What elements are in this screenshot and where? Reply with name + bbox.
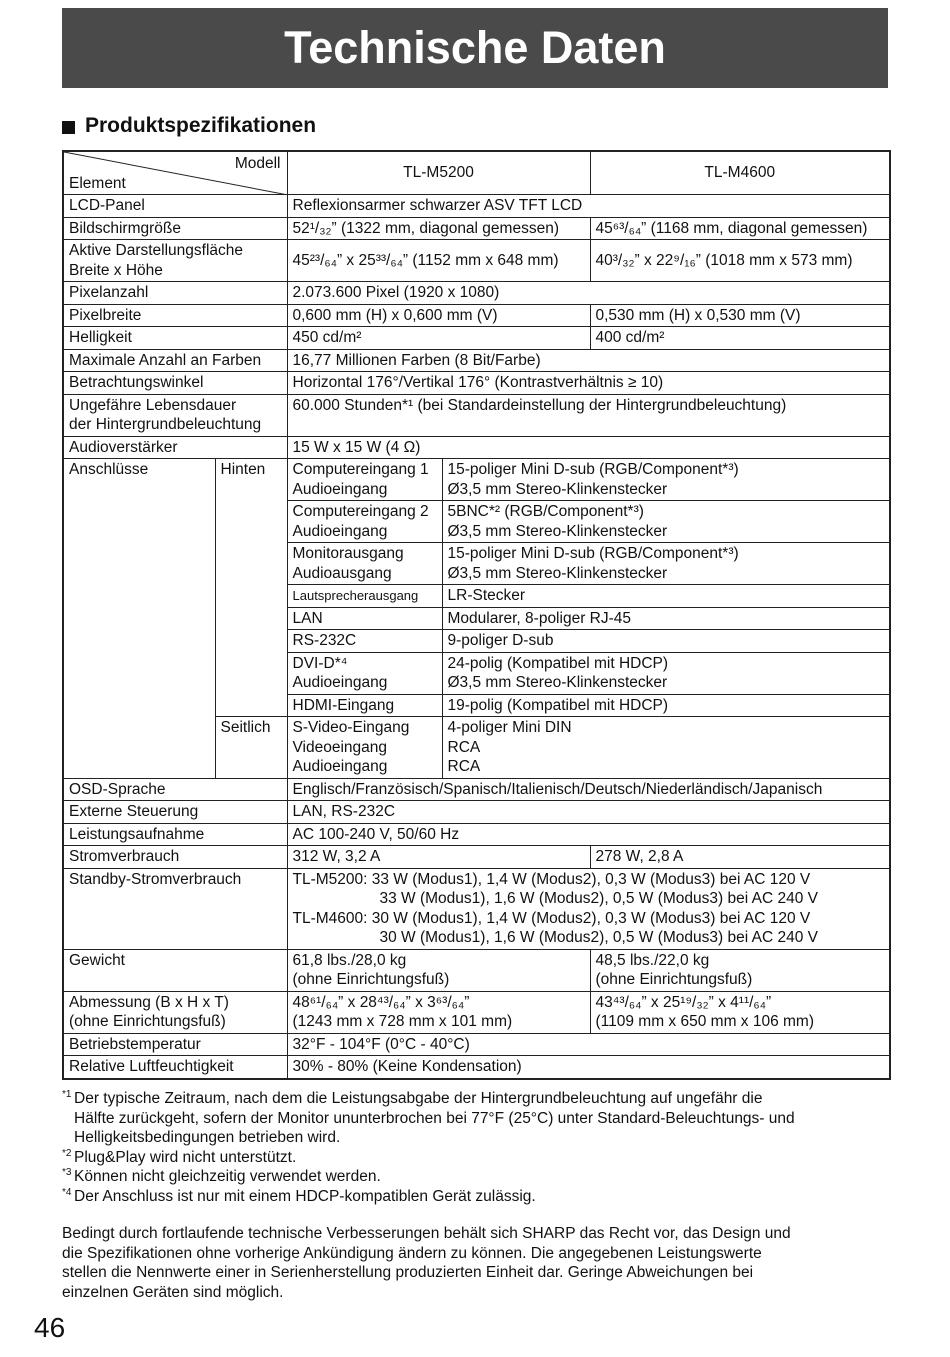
value-line: 61,8 lbs./28,0 kg (292, 951, 407, 969)
connector-port (287, 717, 442, 779)
value-line: (ohne Einrichtungsfuß) (595, 971, 753, 988)
table-row (63, 846, 890, 869)
value-line: (ohne Einrichtungsfuß) (292, 971, 450, 988)
connector-port (287, 630, 442, 653)
row-value-a: 45²³/₆₄” x 25³³/₆₄” (1152 mm x 648 mm) (287, 240, 590, 282)
connector-port-line: LAN (292, 609, 323, 627)
connector-value-line: 15-poliger Mini D-sub (RGB/Component*³) (447, 545, 739, 562)
table-row (63, 372, 890, 395)
row-label: OSD-Sprache (63, 778, 287, 801)
connector-value-line: Ø3,5 mm Stereo-Klinkenstecker (447, 564, 668, 582)
square-bullet-icon (62, 121, 75, 134)
row-label: Maximale Anzahl an Farben (63, 349, 287, 372)
connector-value-line: Modularer, 8-poliger RJ-45 (447, 609, 632, 627)
footnote-text: Plug&Play wird nicht unterstützt. (74, 1148, 297, 1166)
connector-port-line: RS-232C (292, 632, 357, 649)
row-label-line: Aktive Darstellungsfläche (69, 242, 244, 259)
connector-port (287, 543, 442, 585)
row-label: Pixelanzahl (63, 282, 287, 305)
disclaimer (62, 1224, 892, 1302)
row-value-b: 45⁶³/₆₄” (1168 mm, diagonal gemessen) (590, 217, 890, 240)
connector-value-line: 4-poliger Mini DIN (447, 719, 572, 736)
row-label: Helligkeit (63, 327, 287, 350)
row-value-b: 40³/₃₂” x 22⁹/₁₆” (1018 mm x 573 mm) (590, 240, 890, 282)
header-model-a: TL-M5200 (287, 151, 590, 195)
footnote-text (74, 1089, 892, 1148)
footnote-line: Hälfte zurückgeht, sofern der Monitor ununterbrochen bei 77°F (25°C) unter Standard-Beleuchtungs- und (74, 1109, 795, 1127)
connector-port-line: Audioeingang (292, 480, 388, 498)
connector-value-line: Ø3,5 mm Stereo-Klinkenstecker (447, 522, 668, 540)
page-title-bar (62, 8, 888, 88)
header-diagonal-cell (63, 151, 287, 195)
spec-table (62, 150, 891, 1080)
connector-row (63, 459, 890, 501)
connector-port (287, 501, 442, 543)
connector-value-line: Ø3,5 mm Stereo-Klinkenstecker (447, 674, 668, 691)
table-row (63, 349, 890, 372)
connector-value (442, 652, 890, 694)
row-value: Englisch/Französisch/Spanisch/Italienisch/Deutsch/Niederländisch/Japanisch (287, 778, 890, 801)
connector-port-line: Audioausgang (292, 564, 392, 582)
row-value-b (590, 949, 890, 991)
row-value: AC 100-240 V, 50/60 Hz (287, 823, 890, 846)
row-label: Leistungsaufnahme (63, 823, 287, 846)
row-label-line: (ohne Einrichtungsfuß) (69, 1013, 226, 1030)
footnote-mark: *1 (62, 1089, 72, 1100)
table-header-row (63, 151, 890, 195)
row-value-a: 312 W, 3,2 A (287, 846, 590, 869)
connectors-rear-label: Hinten (215, 459, 287, 717)
disclaimer-line: einzelnen Geräten sind möglich. (62, 1283, 284, 1301)
row-label (63, 394, 287, 436)
connector-value (442, 694, 890, 717)
footnote-text: Der Anschluss ist nur mit einem HDCP-kompatiblen Gerät zulässig. (74, 1187, 536, 1205)
connector-value (442, 501, 890, 543)
connector-value (442, 607, 890, 630)
value-line: 43⁴³/₆₄” x 25¹⁹/₃₂” x 4¹¹/₆₄” (595, 993, 772, 1011)
connector-value-line: 9-poliger D-sub (447, 632, 554, 649)
table-row (63, 304, 890, 327)
section-heading (62, 114, 316, 138)
row-label (63, 991, 287, 1033)
row-label-line: Ungefähre Lebensdauer (69, 396, 237, 414)
footnote-line: Helligkeitsbedingungen betrieben wird. (74, 1129, 341, 1146)
row-value: 32°F - 104°F (0°C - 40°C) (287, 1033, 890, 1056)
row-value-a: 52¹/₃₂” (1322 mm, diagonal gemessen) (287, 217, 590, 240)
connector-port (287, 585, 442, 608)
row-label: Standby-Stromverbrauch (63, 868, 287, 949)
footnote-text: Können nicht gleichzeitig verwendet werden. (74, 1168, 381, 1185)
row-label-line: Breite x Höhe (69, 261, 163, 279)
row-label: Externe Steuerung (63, 801, 287, 824)
disclaimer-line: die Spezifikationen ohne vorherige Ankündigung ändern zu können. Die angegebenen Leistungswerte (62, 1244, 762, 1262)
table-row (63, 195, 890, 218)
table-row (63, 778, 890, 801)
table-row (63, 394, 890, 436)
footnote (62, 1148, 892, 1168)
row-label: Pixelbreite (63, 304, 287, 327)
standby-line (293, 889, 885, 909)
row-label: Stromverbrauch (63, 846, 287, 869)
connector-port (287, 694, 442, 717)
standby-line-text: 30 W (Modus1), 1,6 W (Modus2), 0,5 W (Modus3) bei AC 240 V (379, 929, 818, 946)
connector-port-line: Computereingang 1 (292, 461, 429, 478)
connectors-side-label: Seitlich (215, 717, 287, 779)
row-value: 15 W x 15 W (4 Ω) (287, 436, 890, 459)
table-row (63, 327, 890, 350)
header-element: Element (69, 174, 126, 192)
footnotes (62, 1089, 892, 1206)
table-row (63, 1056, 890, 1079)
connector-value (442, 630, 890, 653)
standby-line: TL-M4600: 30 W (Modus1), 1,4 W (Modus2), 0,3 W (Modus3) bei AC 120 V (292, 909, 811, 927)
footnote-mark: *2 (62, 1147, 72, 1159)
connector-value (442, 459, 890, 501)
connector-port-line: Computereingang 2 (292, 503, 429, 520)
row-label: LCD-Panel (63, 195, 287, 218)
row-value-b: 0,530 mm (H) x 0,530 mm (V) (590, 304, 890, 327)
row-value: LAN, RS-232C (287, 801, 890, 824)
connector-port-line: Audioeingang (292, 674, 388, 691)
connector-value-line: Ø3,5 mm Stereo-Klinkenstecker (447, 480, 668, 498)
connector-port-line: S-Video-Eingang (292, 719, 410, 736)
row-value (287, 868, 890, 949)
row-value-a (287, 991, 590, 1033)
connector-value-line: LR-Stecker (447, 587, 526, 604)
row-value: Horizontal 176°/Vertikal 176° (Kontrastverhältnis ≥ 10) (287, 372, 890, 395)
row-value-a (287, 949, 590, 991)
table-row (63, 1033, 890, 1056)
row-value-a: 450 cd/m² (287, 327, 590, 350)
connector-value (442, 543, 890, 585)
row-label: Betriebstemperatur (63, 1033, 287, 1056)
table-row (63, 801, 890, 824)
connector-port-line: Videoeingang (292, 738, 388, 756)
table-row (63, 240, 890, 282)
standby-line: TL-M5200: 33 W (Modus1), 1,4 W (Modus2), 0,3 W (Modus3) bei AC 120 V (292, 870, 811, 888)
connector-port-line: Lautsprecherausgang (292, 588, 419, 603)
footnote-line: Der typische Zeitraum, nach dem die Leistungsabgabe der Hintergrundbeleuchtung auf ungefähr die (74, 1090, 763, 1107)
row-value-b: 278 W, 2,8 A (590, 846, 890, 869)
table-row (63, 217, 890, 240)
table-row (63, 868, 890, 949)
footnote (62, 1187, 892, 1207)
page-number: 46 (34, 1312, 66, 1343)
connector-value-line: RCA (447, 758, 481, 775)
row-label: Audioverstärker (63, 436, 287, 459)
value-line: (1243 mm x 728 mm x 101 mm) (292, 1013, 513, 1030)
footnote (62, 1089, 892, 1148)
footnote-mark: *4 (62, 1186, 72, 1198)
connector-port (287, 607, 442, 630)
connector-port-line: Audioeingang (292, 522, 388, 540)
header-model-b: TL-M4600 (590, 151, 890, 195)
table-row (63, 823, 890, 846)
row-label: Bildschirmgröße (63, 217, 287, 240)
row-value-a: 0,600 mm (H) x 0,600 mm (V) (287, 304, 590, 327)
row-value: 30% - 80% (Keine Kondensation) (287, 1056, 890, 1079)
connector-value-line: 15-poliger Mini D-sub (RGB/Component*³) (447, 461, 739, 478)
row-label: Betrachtungswinkel (63, 372, 287, 395)
value-line: 48⁶¹/₆₄” x 28⁴³/₆₄” x 3⁶³/₆₄” (292, 993, 470, 1011)
page-title: Technische Daten (284, 22, 666, 73)
connector-value (442, 717, 890, 779)
connector-port-line: HDMI-Eingang (292, 696, 395, 714)
connector-value-line: RCA (447, 738, 481, 756)
footnote (62, 1167, 892, 1187)
row-value-b (590, 991, 890, 1033)
row-label: Relative Luftfeuchtigkeit (63, 1056, 287, 1079)
table-row (63, 436, 890, 459)
row-value: 2.073.600 Pixel (1920 x 1080) (287, 282, 890, 305)
row-label (63, 240, 287, 282)
connector-value-line: 24-polig (Kompatibel mit HDCP) (447, 654, 669, 672)
table-row (63, 991, 890, 1033)
row-label-line: Abmessung (B x H x T) (69, 993, 229, 1011)
row-value: 16,77 Millionen Farben (8 Bit/Farbe) (287, 349, 890, 372)
connector-port-line: Audioeingang (292, 758, 388, 775)
connector-value (442, 585, 890, 608)
connector-value-line: 5BNC*² (RGB/Component*³) (447, 503, 644, 520)
connector-port (287, 459, 442, 501)
connector-port (287, 652, 442, 694)
value-line: (1109 mm x 650 mm x 106 mm) (595, 1013, 814, 1030)
standby-line (293, 928, 885, 948)
row-label-line: der Hintergrundbeleuchtung (69, 416, 262, 433)
row-value: 60.000 Stunden*¹ (bei Standardeinstellung der Hintergrundbeleuchtung) (287, 394, 890, 436)
connector-port-line: DVI-D*⁴ (292, 654, 348, 672)
row-value: Reflexionsarmer schwarzer ASV TFT LCD (287, 195, 890, 218)
disclaimer-line: stellen die Nennwerte einer in Serienherstellung produzierten Einheit dar. Geringe Abweichungen bei (62, 1264, 754, 1281)
standby-line-text: 33 W (Modus1), 1,6 W (Modus2), 0,5 W (Modus3) bei AC 240 V (379, 890, 818, 907)
row-label: Gewicht (63, 949, 287, 991)
section-heading-text: Produktspezifikationen (85, 114, 317, 137)
table-row (63, 949, 890, 991)
disclaimer-line: Bedingt durch fortlaufende technische Verbesserungen behält sich SHARP das Recht vor, das Design und (62, 1225, 791, 1242)
header-modell: Modell (234, 155, 281, 172)
row-value-b: 400 cd/m² (590, 327, 890, 350)
connector-port-line: Monitorausgang (292, 545, 404, 562)
connector-value-line: 19-polig (Kompatibel mit HDCP) (447, 696, 669, 714)
connectors-label: Anschlüsse (63, 459, 215, 779)
value-line: 48,5 lbs./22,0 kg (595, 951, 710, 969)
footnote-mark: *3 (62, 1167, 72, 1178)
table-row (63, 282, 890, 305)
